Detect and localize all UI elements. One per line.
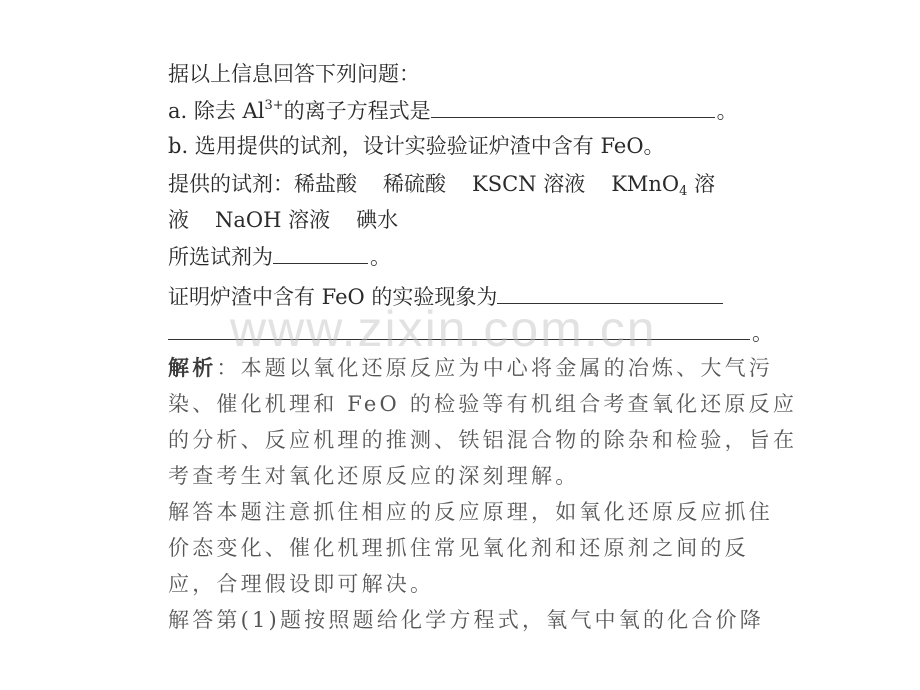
charge-superscript: 3+ <box>264 98 284 113</box>
analysis-line-6: 价态变化、催化机理抓住常见氧化剂和还原剂之间的反 <box>168 536 749 560</box>
reagents-line-2: 液 NaOH 溶液 碘水 <box>168 208 399 232</box>
analysis-line-3: 的分析、反应机理的推测、铁铝混合物的除杂和检验，旨在 <box>168 428 798 452</box>
chosen-reagents: 所选试剂为 。 <box>168 245 391 269</box>
analysis-line-7: 应，合理假设即可解决。 <box>168 572 435 596</box>
analysis-line-5: 解答本题注意抓住相应的反应原理，如氧化还原反应抓住 <box>168 500 773 524</box>
answer-blank-reagents <box>273 243 368 264</box>
analysis-line-8: 解答第(1)题按照题给化学方程式，氧气中氧的化合价降 <box>168 608 764 632</box>
analysis-line-1: 解析：本题以氧化还原反应为中心将金属的冶炼、大气污 <box>168 355 774 380</box>
reagents-line-1: 提供的试剂：稀盐酸 稀硫酸 KSCN 溶液 KMnO$_4$ 溶 <box>168 172 716 199</box>
watermark: www.zixin.com.cn <box>230 301 657 357</box>
analysis-line-4: 考查考生对氧化还原反应的深刻理解。 <box>168 464 580 488</box>
analysis-line-2: 染、催化机理和 FeO 的检验等有机组合考查氧化还原反应 <box>168 392 798 416</box>
answer-blank-a <box>431 97 715 118</box>
phenomenon-line-2: 。 <box>168 319 773 346</box>
analysis-label: 解析 <box>168 355 217 380</box>
question-part-b: b. 选用提供的试剂，设计实验验证炉渣中含有 FeO。 <box>168 134 665 158</box>
question-intro: 据以上信息回答下列问题： <box>168 62 420 86</box>
phenomenon-line-1: 证明炉渣中含有 FeO 的实验现象为 <box>168 283 723 310</box>
question-part-a: a. 除去 $Al^{3+}$的离子方程式是 。 <box>168 98 738 123</box>
